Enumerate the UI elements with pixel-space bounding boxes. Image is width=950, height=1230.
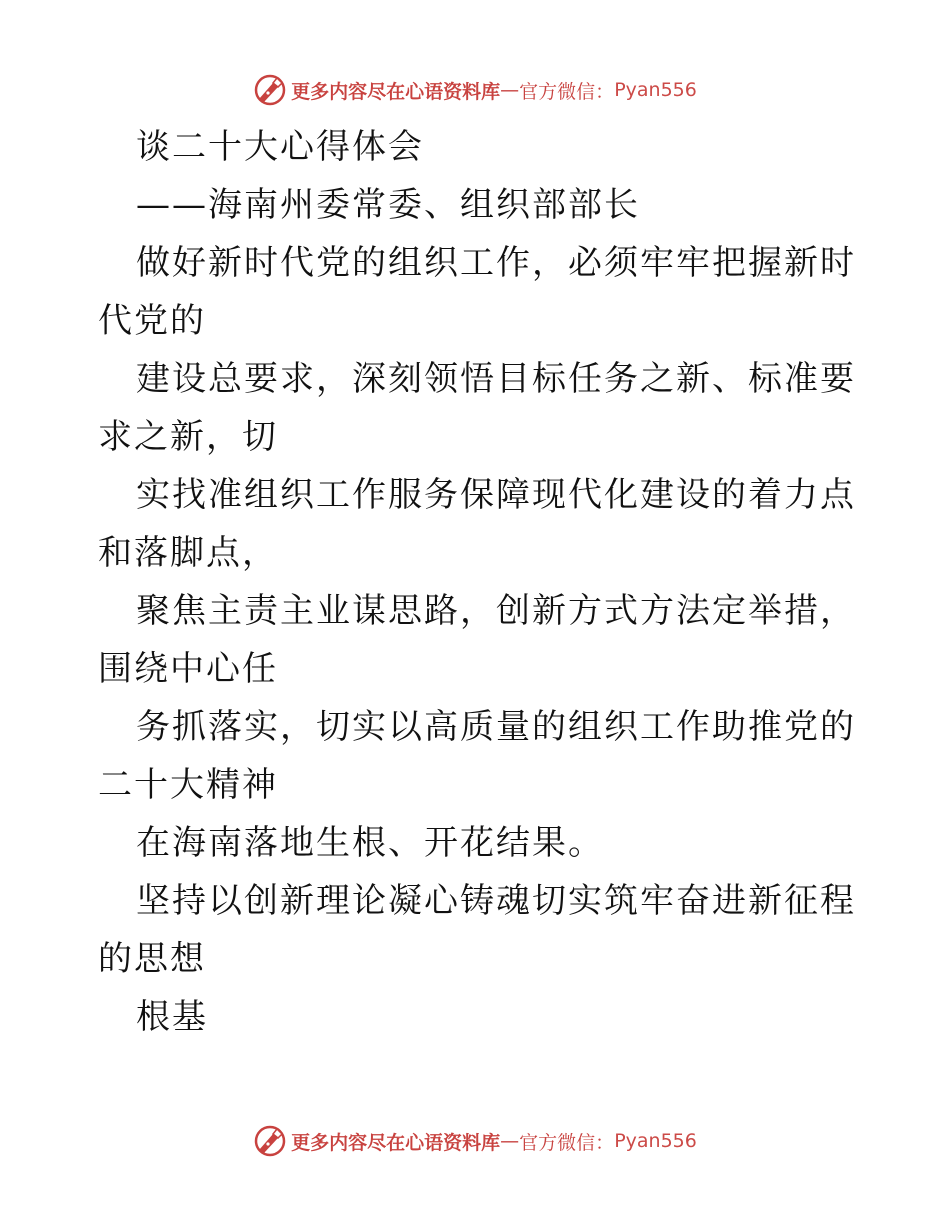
document-body [98,118,858,1046]
document-title: 谈二十大心得体会 [136,127,424,167]
footer-watermark [0,1121,950,1161]
watermark-brand: 更多内容尽在心语资料库 [291,80,501,103]
header-watermark [0,70,950,110]
paragraph: 实找准组织工作服务保障现代化建设的着力点和落脚点， [98,475,856,573]
document-subtitle: ——海南州委常委、组织部部长 [136,185,640,225]
watermark-contact-label: 官方微信： [519,1131,615,1154]
watermark-brand: 更多内容尽在心语资料库 [291,1131,501,1154]
pen-nib-circle-icon [253,1124,287,1158]
watermark-separator: — [500,79,520,101]
paragraph: 做好新时代党的组织工作，必须牢牢把握新时代党的 [98,243,856,341]
paragraph: 根基 [136,997,208,1037]
watermark-handle: Pyan556 [614,1130,697,1152]
pen-nib-circle-icon [253,73,287,107]
paragraph: 在海南落地生根、开花结果。 [136,823,604,863]
watermark-separator: — [500,1130,520,1152]
watermark-contact-label: 官方微信： [519,80,615,103]
paragraph: 务抓落实，切实以高质量的组织工作助推党的二十大精神 [98,707,856,805]
paragraph: 建设总要求，深刻领悟目标任务之新、标准要求之新，切 [98,359,856,457]
paragraph: 聚焦主责主业谋思路，创新方式方法定举措，围绕中心任 [98,591,856,689]
paragraph: 坚持以创新理论凝心铸魂切实筑牢奋进新征程的思想 [98,881,856,979]
watermark-handle: Pyan556 [614,79,697,101]
